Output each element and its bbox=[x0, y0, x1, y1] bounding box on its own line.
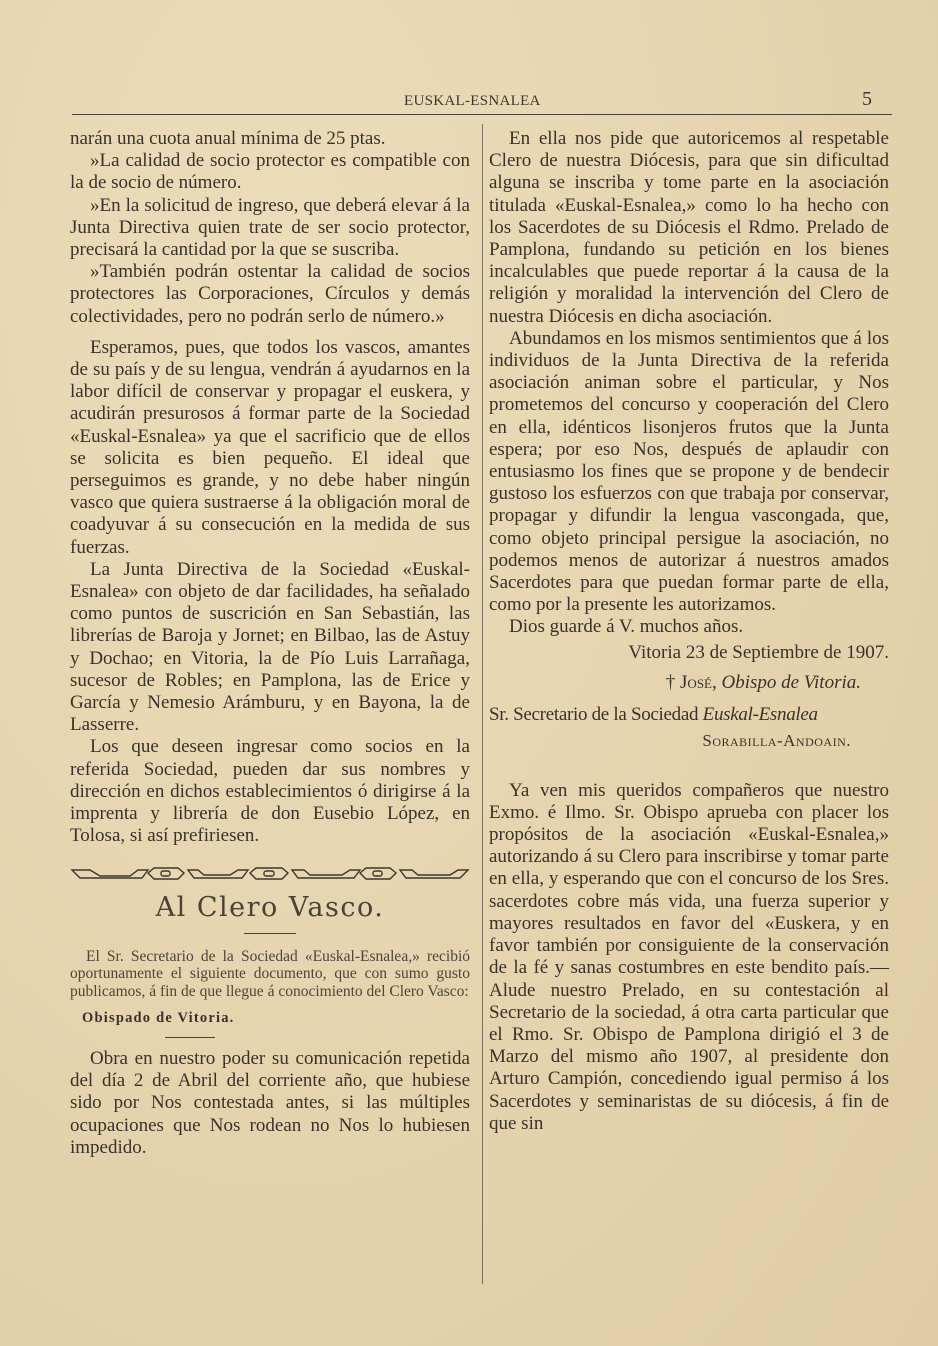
decorative-border-ornament bbox=[70, 862, 470, 884]
signatory-name: José bbox=[680, 671, 712, 693]
recipient-prefix: Sr. Secretario de la Sociedad bbox=[489, 703, 703, 725]
recipient-line bbox=[489, 704, 889, 726]
letter-date: Vitoria 23 de Septiembre de 1907. bbox=[628, 641, 889, 663]
paragraph: Esperamos, pues, que todos los vascos, amantes de su país y de su lengua, vendrán á ayudarnos en la labor difícil de conservar y propagar el euskera, y acudirán presurosos á formar parte de la Sociedad «Euskal-Esnalea» ya que el sacrificio que de ellos se solicita es bien pequeño. El ideal que perseguimos es grande, y no debe haber ningún vasco que quiera sustraerse á la obligación moral de coadyuvar á su consecución en la medida de sus fuerzas. bbox=[70, 336, 470, 558]
column-divider bbox=[482, 124, 483, 1284]
signature bbox=[489, 672, 889, 694]
ornament-icon bbox=[70, 862, 470, 884]
letterhead-rule bbox=[165, 1037, 215, 1038]
letter-paragraph: Obra en nuestro poder su comunicación repetida del día 2 de Abril del corriente año, que hubiese sido por Nos contestada antes, si las múltiples ocupaciones que Nos rodean no Nos lo hubiesen impedido. bbox=[70, 1048, 470, 1158]
signature-comma: , bbox=[711, 671, 722, 693]
paragraph: narán una cuota anual mínima de 25 ptas. bbox=[70, 128, 386, 149]
recipient-place: Sorabilla-Andoain. bbox=[702, 730, 851, 750]
paragraph: »En la solicitud de ingreso, que deberá elevar á la Junta Directiva quien trate de ser socio protector, precisará la cantidad por la que se suscriba. bbox=[70, 194, 470, 261]
recipient-society: Euskal-Esnalea bbox=[702, 703, 818, 725]
signatory-title: Obispo de Vitoria. bbox=[721, 671, 861, 693]
cross-icon: † bbox=[665, 671, 676, 693]
commentary-paragraph: Ya ven mis queridos compañeros que nuestro Exmo. é Ilmo. Sr. Obispo aprueba con placer los propósitos de la asociación «Euskal-Esnalea,» autorizando á su Clero para inscribirse y tomar parte en ella, y esperando que con el concurso de los Sres. sacerdotes cobre más vida, una fuerza superior y mayores resultados en favor del «Euskera, y en favor también por consiguiente de la conservación de la fé y sanas costumbres en este bendito país.—Alude nuestro Prelado, en su contestación al Secretario de la sociedad, á otra carta particular que el Rmo. Sr. Obispo de Pamplona dirigió el 3 de Marzo del mismo año 1907, al presidente don Arturo Campión, concediendo igual permiso á los Sacerdotes y seminaristas de su diócesis, á fin de que sin bbox=[489, 779, 889, 1134]
right-column bbox=[489, 128, 889, 1135]
letter-closing: Dios guarde á V. muchos años. bbox=[509, 616, 744, 638]
section-heading: Al Clero Vasco. bbox=[155, 891, 385, 923]
paragraph: »La calidad de socio protector es compatible con la de socio de número. bbox=[70, 150, 470, 194]
letter-paragraph: En ella nos pide que autoricemos al respetable Clero de nuestra Diócesis, para que sin dificultad alguna se inscriba y tome parte en la asociación titulada «Euskal-Esnalea,» como lo ha hecho con los Sacerdotes de su Diócesis el Rdmo. Prelado de Pamplona, fundando su petición en los bienes incalculables que puede reportar á la causa de la religión y moralidad la intervención del Clero de nuestra Diócesis en dicha asociación. bbox=[489, 128, 889, 327]
paragraph: »También podrán ostentar la calidad de socios protectores las Corporaciones, Círculos y demás colectividades, pero no podrán serlo de número.» bbox=[70, 261, 470, 327]
letter-paragraph: Abundamos en los mismos sentimientos que á los individuos de la Junta Directiva de la referida asociación animan sobre el particular, y Nos prometemos del concurso y cooperación del Clero en ella, idénticos lisonjeros frutos que la Junta espera; por eso Nos, después de aplaudir con entusiasmo los fines que se propone y de bendecir gustoso los esfuerzos con que trabaja por conservar, propagar y difundir la lengua vascongada, que, como objeto principal persigue la asociación, no podemos menos de autorizar á nuestros amados Sacerdotes para que puedan formar parte de ella, como por la presente les autorizamos. bbox=[489, 327, 889, 616]
paragraph: La Junta Directiva de la Sociedad «Euskal-Esnalea» con objeto de dar facilidades, ha señalado como puntos de suscrición en San Sebastián, las librerías de Baroja y Jornet; en Bilbao, las de Astuy y Dochao; en Vitoria, la de Pío Luis Larrañaga, sucesor de Robles; en Pamplona, las de Erice y García y Nemesio Arámburu, y en Bayona, la de Lasserre. bbox=[70, 558, 470, 736]
running-title: EUSKAL-ESNALEA bbox=[404, 93, 541, 109]
left-column bbox=[70, 128, 470, 1159]
page-number: 5 bbox=[862, 88, 872, 110]
running-header bbox=[72, 90, 892, 115]
letterhead: Obispado de Vitoria. bbox=[82, 1010, 235, 1026]
paragraph: Los que deseen ingresar como socios en la referida Sociedad, pueden dar sus nombres y dirección en dichos establecimientos ó dirigirse á la imprenta y librería de don Eusebio López, en Tolosa, si así prefiriesen. bbox=[70, 736, 470, 847]
intro-paragraph: El Sr. Secretario de la Sociedad «Euskal-Esnalea,» recibió oportunamente el siguiente documento, que con sumo gusto publicamos, á fin de que llegue á conocimiento del Clero Vasco: bbox=[70, 947, 470, 1000]
heading-rule bbox=[244, 933, 296, 934]
